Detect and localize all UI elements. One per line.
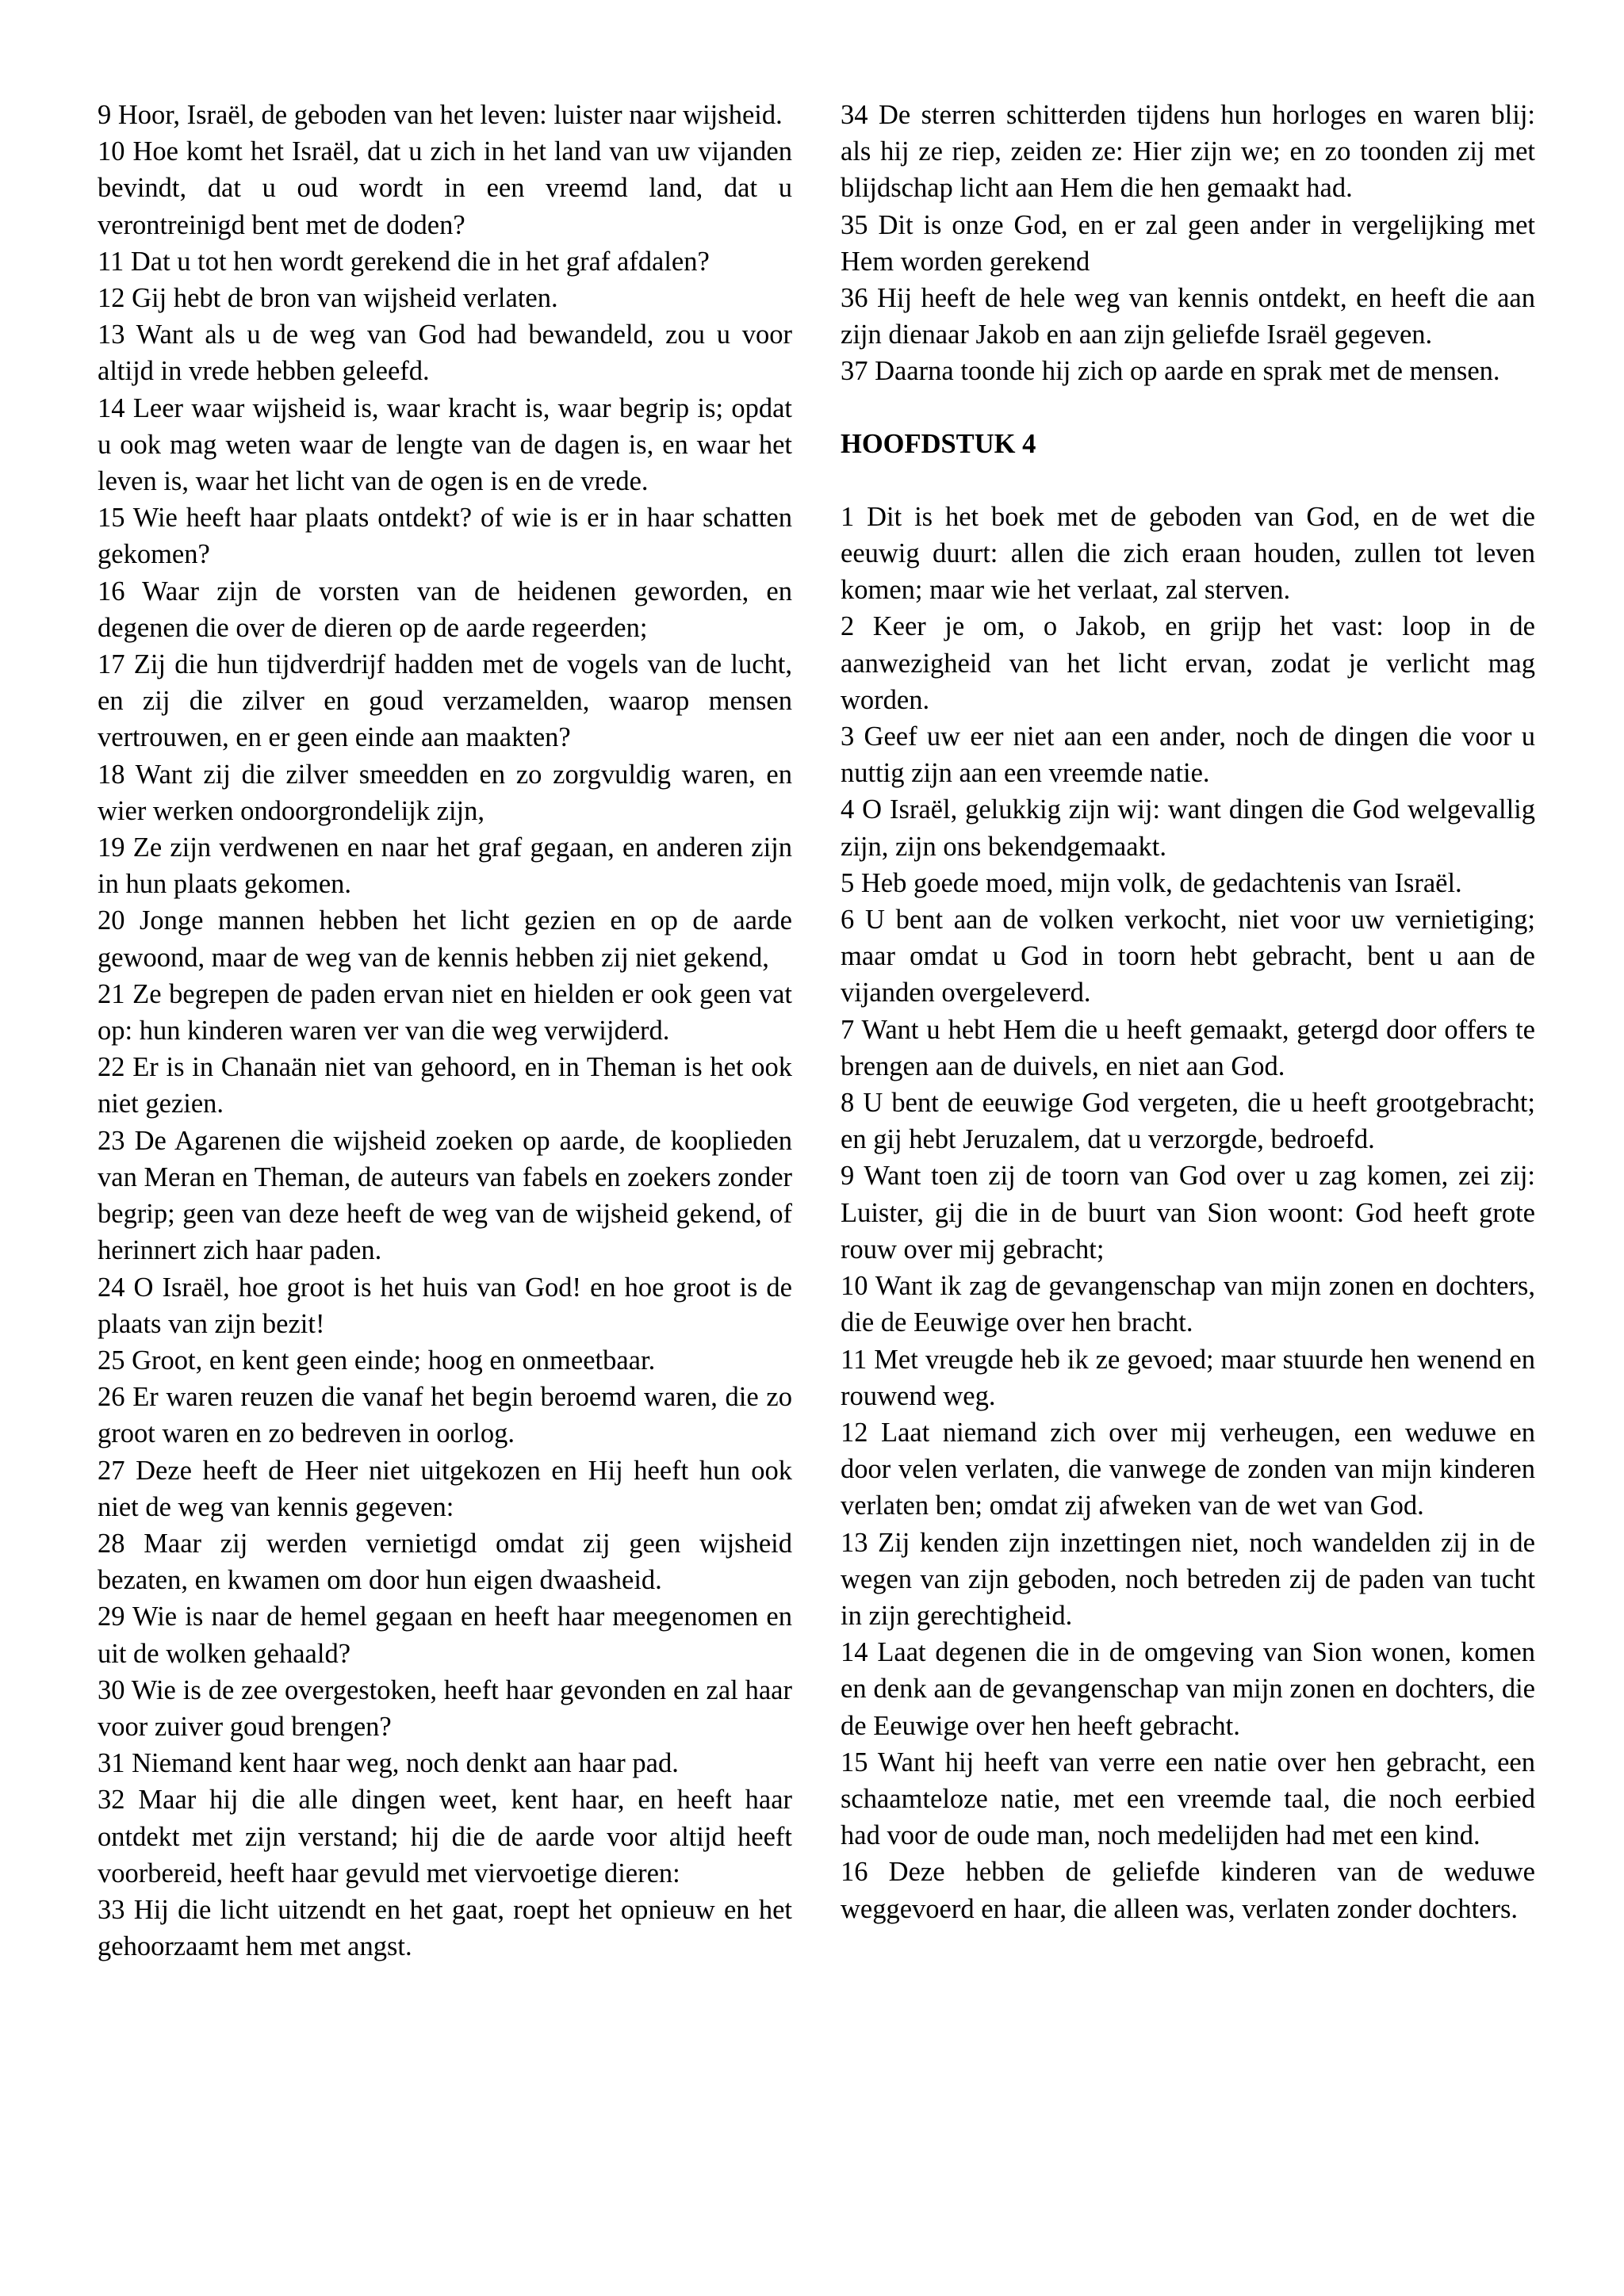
verse: 35 Dit is onze God, en er zal geen ander in vergelijking met Hem worden gerekend (841, 209, 1535, 277)
verse: 15 Wie heeft haar plaats ontdekt? of wie is er in haar schatten gekomen? (98, 503, 792, 570)
chapter-heading: HOOFDSTUK 4 (841, 428, 1036, 459)
verse: 15 Want hij heeft van verre een natie over hen gebracht, een schaamteloze natie, met een vreemde taal, die noch eerbied had voor de oude man, noch medelijden had met een kind. (841, 1747, 1535, 1851)
verse: 7 Want u hebt Hem die u heeft gemaakt, getergd door offers te brengen aan de duivels, en niet aan God. (841, 1014, 1535, 1081)
verse: 9 Want toen zij de toorn van God over u zag komen, zei zij: Luister, gij die in de buurt van Sion woont: God heeft grote rouw over mij gebracht; (841, 1161, 1535, 1265)
verse: 20 Jonge mannen hebben het licht gezien en op de aarde gewoond, maar de weg van de kennis hebben zij niet gekend, (98, 905, 792, 973)
verse: 21 Ze begrepen de paden ervan niet en hielden er ook geen vat op: hun kinderen waren ver van die weg verwijderd. (98, 978, 792, 1047)
verse: 3 Geef uw eer niet aan een ander, noch de dingen die voor u nuttig zijn aan een vreemde natie. (841, 721, 1535, 789)
verse: 4 O Israël, gelukkig zijn wij: want dingen die God welgevallig zijn, zijn ons bekendgemaakt. (841, 794, 1535, 862)
verse: 33 Hij die licht uitzendt en het gaat, roept het opnieuw en het gehoorzaamt hem met angst. (98, 1894, 792, 1962)
verse: 25 Groot, en kent geen einde; hoog en onmeetbaar. (98, 1345, 656, 1376)
verse: 12 Laat niemand zich over mij verheugen, een weduwe en door velen verlaten, die vanwege de zonden van mijn kinderen verlaten ben; omdat zij afweken van de wet van God. (841, 1417, 1535, 1521)
verse: 1 Dit is het boek met de geboden van God, en de wet die eeuwig duurt: allen die zich eraan houden, zullen tot leven komen; maar wie het verlaat, zal sterven. (841, 501, 1535, 606)
verse: 17 Zij die hun tijdverdrijf hadden met de vogels van de lucht, en zij die zilver en goud verzamelden, waarop mensen vertrouwen, en er geen einde aan maakten? (98, 649, 792, 753)
verse: 6 U bent aan de volken verkocht, niet voor uw vernietiging; maar omdat u God in toorn hebt gebracht, bent u aan de vijanden overgeleverd. (841, 905, 1535, 1008)
verse: 31 Niemand kent haar weg, noch denkt aan haar pad. (98, 1748, 679, 1779)
verse: 36 Hij heeft de hele weg van kennis ontdekt, en heeft die aan zijn dienaar Jakob en aan zijn geliefde Israël gegeven. (841, 283, 1535, 350)
verse: 11 Met vreugde heb ik ze gevoed; maar stuurde hen wenend en rouwend weg. (841, 1344, 1535, 1411)
verse: 2 Keer je om, o Jakob, en grijp het vast: loop in de aanwezigheid van het licht ervan, zodat je verlicht mag worden. (841, 611, 1535, 715)
verse: 9 Hoor, Israël, de geboden van het leven: luister naar wijsheid. (98, 100, 783, 130)
verse: 11 Dat u tot hen wordt gerekend die in het graf afdalen? (98, 246, 710, 277)
verse: 13 Zij kenden zijn inzettingen niet, noch wandelden zij in de wegen van zijn geboden, noch betreden zij de paden van tucht in zijn gerechtigheid. (841, 1527, 1535, 1631)
verse: 10 Hoe komt het Israël, dat u zich in het land van uw vijanden bevindt, dat u oud wordt in een vreemd land, dat u verontreinigd bent met de doden? (98, 136, 792, 240)
verse: 18 Want zij die zilver smeedden en zo zorgvuldig waren, en wier werken ondoorgrondelijk zijn, (98, 759, 792, 826)
verse: 10 Want ik zag de gevangenschap van mijn zonen en dochters, die de Eeuwige over hen bracht. (841, 1271, 1535, 1338)
verse: 34 De sterren schitterden tijdens hun horloges en waren blij: als hij ze riep, zeiden ze: Hier zijn we; en zo toonden zij met blijdschap licht aan Hem die hen gemaakt had. (841, 100, 1535, 204)
verse: 12 Gij hebt de bron van wijsheid verlaten. (98, 283, 558, 314)
verse: 28 Maar zij werden vernietigd omdat zij geen wijsheid bezaten, en kwamen om door hun eigen dwaasheid. (98, 1528, 792, 1596)
verse: 32 Maar hij die alle dingen weet, kent haar, en heeft haar ontdekt met zijn verstand; hij die de aarde voor altijd heeft voorbereid, heeft haar gevuld met viervoetige dieren: (98, 1785, 792, 1888)
verse: 23 De Agarenen die wijsheid zoeken op aarde, de kooplieden van Meran en Theman, de auteurs van fabels en zoekers zonder begrip; geen van deze heeft de weg van de wijsheid gekend, of herinnert zich haar paden. (98, 1125, 792, 1266)
verse: 22 Er is in Chanaän niet van gehoord, en in Theman is het ook niet gezien. (98, 1052, 792, 1119)
verse: 8 U bent de eeuwige God vergeten, die u heeft grootgebracht; en gij hebt Jeruzalem, dat u verzorgde, bedroefd. (841, 1088, 1535, 1155)
verse: 37 Daarna toonde hij zich op aarde en sprak met de mensen. (841, 356, 1500, 387)
verse: 14 Leer waar wijsheid is, waar kracht is, waar begrip is; opdat u ook mag weten waar de lengte van de dagen is, en waar het leven is, waar het licht van de ogen is en de vrede. (98, 392, 792, 497)
verse: 14 Laat degenen die in de omgeving van Sion wonen, komen en denk aan de gevangenschap van mijn zonen en dochters, die de Eeuwige over hen heeft gebracht. (841, 1637, 1535, 1741)
verse: 26 Er waren reuzen die vanaf het begin beroemd waren, die zo groot waren en zo bedreven in oorlog. (98, 1382, 792, 1449)
verse: 27 Deze heeft de Heer niet uitgekozen en Hij heeft hun ook niet de weg van kennis gegeven: (98, 1455, 792, 1522)
verse: 16 Waar zijn de vorsten van de heidenen geworden, en degenen die over de dieren op de aarde regeerden; (98, 576, 792, 643)
verse: 16 Deze hebben de geliefde kinderen van de weduwe weggevoerd en haar, die alleen was, verlaten zonder dochters. (841, 1857, 1535, 1924)
verse: 24 O Israël, hoe groot is het huis van God! en hoe groot is de plaats van zijn bezit! (98, 1272, 792, 1339)
verse: 13 Want als u de weg van God had bewandeld, zou u voor altijd in vrede hebben geleefd. (98, 320, 792, 387)
right-column (841, 97, 1535, 1927)
verse: 19 Ze zijn verdwenen en naar het graf gegaan, en anderen zijn in hun plaats gekomen. (98, 832, 792, 900)
verse: 29 Wie is naar de hemel gegaan en heeft haar meegenomen en uit de wolken gehaald? (98, 1601, 792, 1669)
left-column (98, 97, 792, 1965)
verse: 30 Wie is de zee overgestoken, heeft haar gevonden en zal haar voor zuiver goud brengen? (98, 1674, 792, 1742)
verse: 5 Heb goede moed, mijn volk, de gedachtenis van Israël. (841, 867, 1462, 898)
